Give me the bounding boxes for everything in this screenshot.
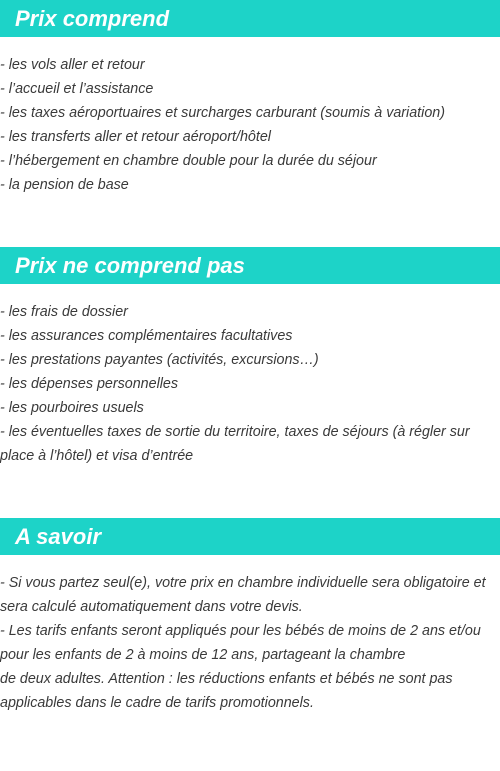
list-item: - les éventuelles taxes de sortie du territoire, taxes de séjours (à régler sur place à l’hôtel) et visa d’entrée — [0, 424, 470, 464]
list-item: - les taxes aéroportuaires et surcharges carburant (soumis à variation) — [0, 105, 445, 121]
section-title-prix-ne-comprend-pas: Prix ne comprend pas — [0, 247, 500, 284]
section-prix-ne-comprend-pas — [0, 247, 500, 468]
paragraph: - Les tarifs enfants seront appliqués pour les bébés de moins de 2 ans et/ou pour les enfants de 2 à moins de 12 ans, partageant la chambre — [0, 623, 481, 663]
paragraph: - Si vous partez seul(e), votre prix en chambre individuelle sera obligatoire et sera calculé automatiquement dans votre devis. — [0, 575, 486, 615]
list-item: - les vols aller et retour — [0, 57, 145, 73]
list-item: - l’hébergement en chambre double pour la durée du séjour — [0, 153, 377, 169]
a-savoir-text — [0, 571, 500, 715]
list-item: - les prestations payantes (activités, excursions…) — [0, 352, 319, 368]
list-item: - les transferts aller et retour aéroport/hôtel — [0, 129, 271, 145]
section-prix-comprend — [0, 0, 500, 197]
list-item: - les assurances complémentaires facultatives — [0, 328, 293, 344]
excluded-list — [0, 300, 500, 468]
list-item: - l’accueil et l’assistance — [0, 81, 154, 97]
section-title-prix-comprend: Prix comprend — [0, 0, 500, 37]
section-a-savoir — [0, 518, 500, 715]
list-item: - les frais de dossier — [0, 304, 128, 320]
paragraph: de deux adultes. Attention : les réductions enfants et bébés ne sont pas applicables dans le cadre de tarifs promotionnels. — [0, 671, 453, 711]
included-list — [0, 53, 500, 197]
section-title-a-savoir: A savoir — [0, 518, 500, 555]
list-item: - les pourboires usuels — [0, 400, 144, 416]
list-item: - les dépenses personnelles — [0, 376, 179, 392]
list-item: - la pension de base — [0, 177, 129, 193]
